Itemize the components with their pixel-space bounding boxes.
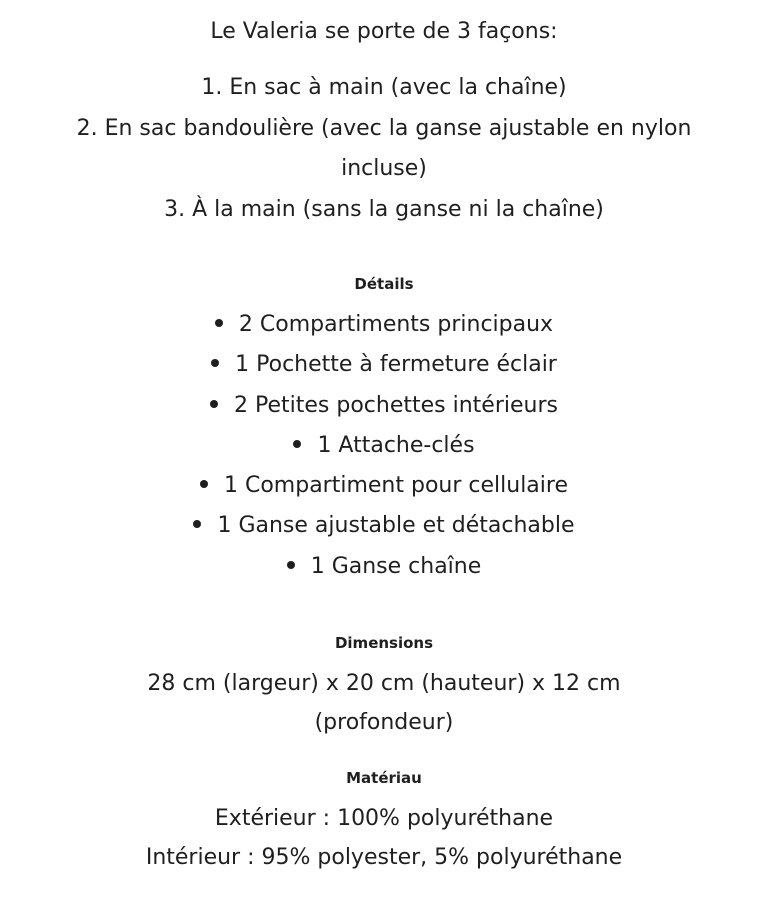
carry-way-item: 2. En sac bandoulière (avec la ganse ajustable en nylon incluse) [76, 115, 692, 181]
details-list-item [0, 506, 768, 546]
bullet-icon [215, 319, 223, 327]
dimensions-heading: Dimensions [334, 634, 434, 652]
intro-text: Le Valeria se porte de 3 façons: [210, 19, 558, 44]
details-item-label: 1 Ganse chaîne [310, 553, 482, 579]
details-item-label: 1 Ganse ajustable et détachable [217, 513, 575, 539]
details-item-label: 1 Attache-clés [317, 432, 475, 458]
details-heading: Détails [354, 275, 414, 293]
material-exterior: Extérieur : 100% polyuréthane [214, 806, 554, 831]
material-list [0, 799, 768, 877]
details-item-label: 2 Compartiments principaux [238, 312, 554, 337]
details-list-item [0, 426, 768, 466]
bullet-icon [210, 400, 218, 408]
details-list-item [0, 305, 768, 345]
carry-way-item: 3. À la main (sans la ganse ni la chaîne) [164, 196, 604, 222]
material-interior: Intérieur : 95% polyester, 5% polyuréthane [145, 845, 623, 870]
details-list-item [0, 345, 768, 385]
carry-way-item: 1. En sac à main (avec la chaîne) [201, 75, 567, 100]
carry-ways-list [0, 68, 768, 230]
bullet-icon [200, 480, 208, 488]
details-list-item [0, 547, 768, 587]
details-item-label: 2 Petites pochettes intérieurs [234, 392, 558, 418]
details-item-label: 1 Compartiment pour cellulaire [223, 473, 568, 499]
material-heading: Matériau [346, 769, 422, 787]
dimensions-text: 28 cm (largeur) x 20 cm (hauteur) x 12 cm (profondeur) [147, 671, 621, 735]
bullet-icon [193, 520, 201, 528]
bullet-icon [211, 359, 219, 367]
details-list-item [0, 386, 768, 426]
bullet-icon [293, 440, 301, 448]
details-list [0, 305, 768, 587]
details-item-label: 1 Pochette à fermeture éclair [235, 352, 557, 378]
bullet-icon [287, 561, 295, 569]
details-list-item [0, 466, 768, 506]
